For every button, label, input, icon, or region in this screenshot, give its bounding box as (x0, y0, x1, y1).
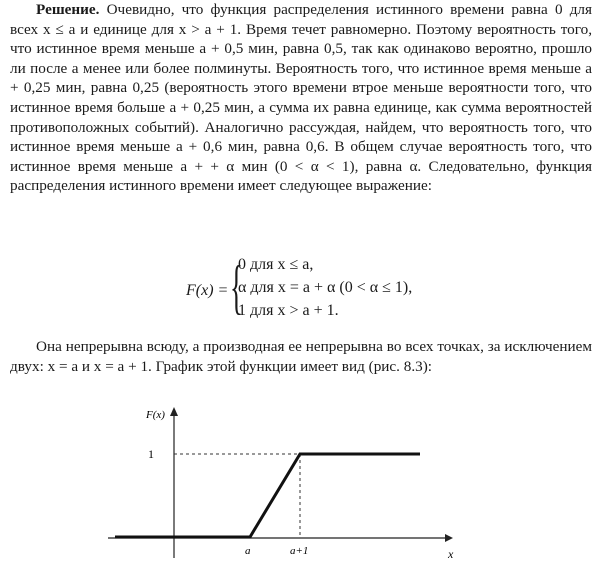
formula-lhs: F(x) = (186, 282, 229, 299)
x-axis-arrow (445, 534, 453, 542)
continuity-paragraph (10, 337, 592, 376)
solution-label: Решение. (36, 1, 100, 18)
formula-brace: { (230, 254, 243, 320)
y-axis-label: F(x) (146, 409, 165, 421)
formula-case-3: 1 для x > a + 1. (238, 302, 339, 319)
solution-text: Очевидно, что функция распределения истинного времени равна 0 для всех x ≤ a и единице для x > a + 1. Время течет равномерно. Поэтому вероятность того, что истинное время меньше a + 0,5 мин, равна 0,5, так как одинаково вероятно, прошло ли после a менее или более полминуты. Вероятность того, что истинное время меньше a + 0,25 мин, равна 0,25 (вероятность этого времени втрое меньше вероятности того, что истинное время больше a + 0,25 мин, а сумма их равна единице, как сумма вероятностей противоположных событий). Аналогично рассуждая, найдем, что вероятность того, что истинное время меньше a + 0,6 мин, равна 0,6. В общем случае вероятность того, что истинное время меньше a + + α мин (0 < α < 1), равна α. Следовательно, функция распределения истинного времени имеет следующее выражение: (10, 1, 592, 195)
series-line (115, 454, 420, 537)
x-tick-label-a: a (245, 545, 251, 557)
distribution-chart (0, 390, 600, 570)
y-axis-arrow (170, 407, 178, 416)
x-tick-label-a1: a+1 (290, 545, 309, 557)
formula-cases (238, 253, 412, 322)
formula-case-2: α для x = a + α (0 < α ≤ 1), (238, 279, 413, 296)
solution-paragraph (10, 0, 592, 196)
y-tick-label: 1 (148, 447, 154, 461)
continuity-text: Она непрерывна всюду, а производная ее непрерывна во всех точках, за исключением двух: x = a и x = a + 1. График этой функции имеет вид (рис. 8.3): (10, 338, 592, 375)
x-axis-label: x (448, 547, 454, 561)
formula-case-1: 0 для x ≤ a, (238, 256, 314, 273)
